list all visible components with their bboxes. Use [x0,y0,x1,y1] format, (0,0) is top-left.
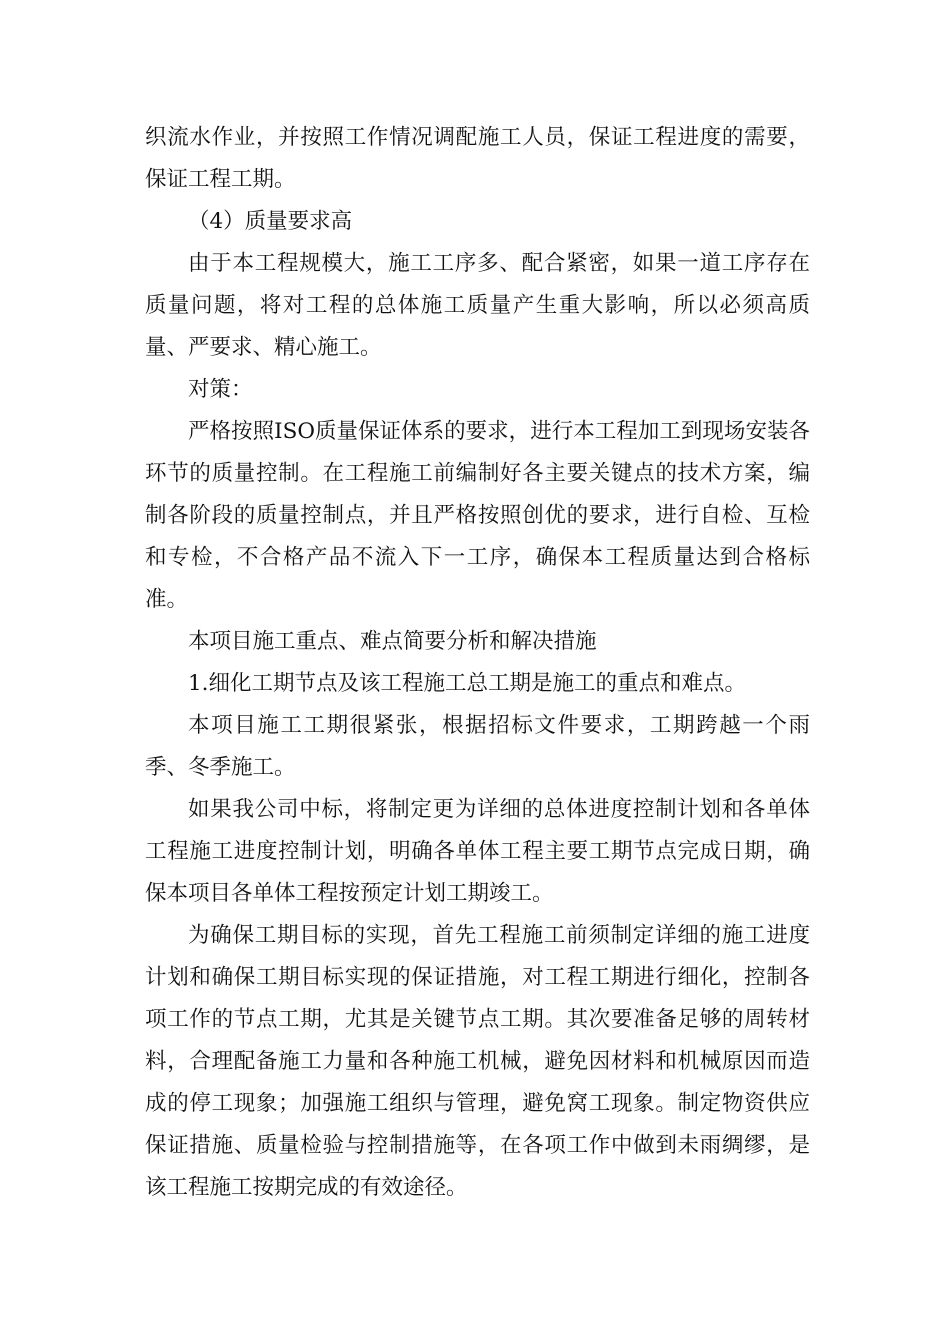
heading-schedule-nodes: 1.细化工期节点及该工程施工总工期是施工的重点和难点。 [188,671,747,696]
heading-key-difficulties: 本项目施工重点、难点简要分析和解决措施 [188,629,597,654]
paragraph-quality-description: 由于本工程规模大，施工工序多、配合紧密，如果一道工序存在质量问题，将对工程的总体施工质量产生重大影响，所以必须高质量、严要求、精心施工。 [145,251,810,360]
paragraph-schedule-measures: 为确保工期目标的实现，首先工程施工前须制定详细的施工进度计划和确保工期目标实现的保证措施，对工程工期进行细化，控制各项工作的节点工期，尤其是关键节点工期。其次要准备足够的周转材料，合理配备施工力量和各种施工机械，避免因材料和机械原因而造成的停工现象；加强施工组织与管理，避免窝工现象。制定物资供应保证措施、质量检验与控制措施等，在各项工作中做到未雨绸缪，是该工程施工按期完成的有效途径。 [145,923,810,1200]
document-body [145,117,810,1209]
paragraph-continuation: 织流水作业，并按照工作情况调配施工人员，保证工程进度的需要，保证工程工期。 [145,125,810,192]
paragraph-iso-quality-control: 严格按照ISO质量保证体系的要求，进行本工程加工到现场安装各环节的质量控制。在工程施工前编制好各主要关键点的技术方案，编制各阶段的质量控制点，并且严格按照创优的要求，进行自检、互检和专检，不合格产品不流入下一工序，确保本工程质量达到合格标准。 [145,419,810,612]
heading-countermeasures: 对策： [188,377,253,402]
paragraph-schedule-tight: 本项目施工工期很紧张，根据招标文件要求，工期跨越一个雨季、冬季施工。 [145,713,810,780]
heading-quality-requirements: （4）质量要求高 [188,209,353,234]
paragraph-progress-plan: 如果我公司中标，将制定更为详细的总体进度控制计划和各单体工程施工进度控制计划，明确各单体工程主要工期节点完成日期，确保本项目各单体工程按预定计划工期竣工。 [145,797,810,906]
